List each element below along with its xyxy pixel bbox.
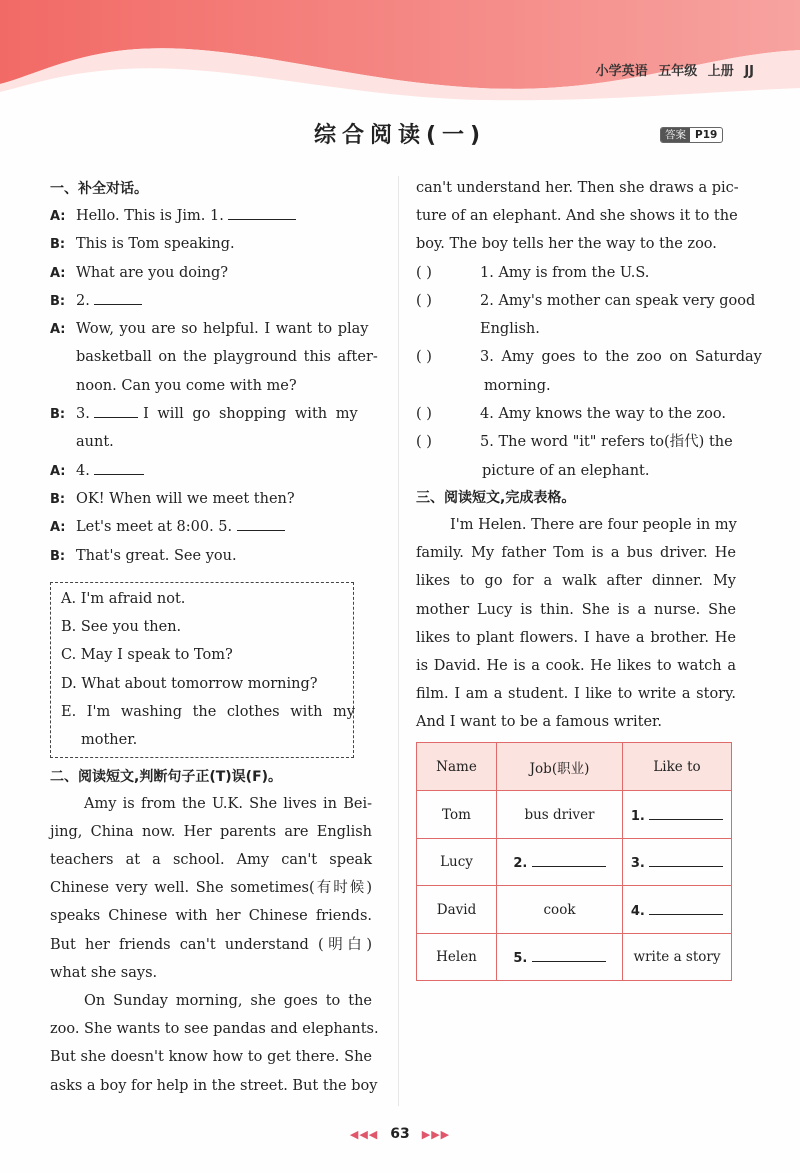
table-cell: write a story <box>623 933 732 981</box>
statement-item: ( ) 5. The word "it" refers to(指代) the <box>416 428 736 456</box>
passage-line: film. I am a student. I like to write a story. <box>416 686 736 703</box>
answer-blank[interactable] <box>237 517 285 531</box>
table-row <box>417 838 732 886</box>
passage-line: boy. The boy tells her the way to the zoo. <box>416 236 717 253</box>
option-item: C. May I speak to Tom? <box>61 647 233 664</box>
answer-paren[interactable]: ( ) <box>416 264 432 281</box>
table-cell-blank[interactable]: 4. <box>623 886 732 934</box>
answer-paren[interactable]: ( ) <box>416 349 432 366</box>
dialogue-line: noon. Can you come with me? <box>76 377 297 394</box>
dialogue-line: A: Let's meet at 8:00. 5. <box>50 513 372 541</box>
passage-line: zoo. She wants to see pandas and elephants. <box>50 1021 379 1038</box>
page-footer <box>0 1126 800 1142</box>
option-item: mother. <box>81 732 138 749</box>
table-cell-blank[interactable]: 1. <box>623 791 732 839</box>
table-cell: Lucy <box>417 838 497 886</box>
table-cell: Tom <box>417 791 497 839</box>
passage-line: Amy is from the U.K. She lives in Bei- <box>84 795 372 812</box>
statement-item: ( ) 4. Amy knows the way to the zoo. <box>416 400 736 428</box>
header-wave-band <box>0 0 800 110</box>
table-cell: David <box>417 886 497 934</box>
dialogue-line: aunt. <box>76 434 114 451</box>
statement-continuation: picture of an elephant. <box>482 462 650 479</box>
statement-continuation: morning. <box>484 377 551 394</box>
answer-tag: 答案 <box>661 127 690 143</box>
passage-line: asks a boy for help in the street. But the boy <box>50 1077 378 1094</box>
table-row <box>417 933 732 981</box>
passage-line: Chinese very well. She sometimes(有时候) <box>50 880 372 897</box>
section1-heading: 一、补全对话。 <box>50 181 148 197</box>
table-cell-blank[interactable]: 3. <box>623 838 732 886</box>
table-row <box>417 886 732 934</box>
passage-line: can't understand her. Then she draws a pic- <box>416 180 739 196</box>
job-table <box>416 742 732 981</box>
dialogue-line: B: 2. <box>50 287 372 315</box>
dialogue-line: A: Wow, you are so helpful. I want to play <box>50 321 369 338</box>
answer-paren[interactable]: ( ) <box>416 406 432 423</box>
dialogue-line: B: This is Tom speaking. <box>50 236 235 253</box>
option-item: D. What about tomorrow morning? <box>61 675 318 692</box>
passage-line: family. My father Tom is a bus driver. He <box>416 545 736 562</box>
statement-item: ( ) 3. Amy goes to the zoo on Saturday <box>416 343 736 371</box>
passage-line: mother Lucy is thin. She is a nurse. She <box>416 601 736 618</box>
passage-line: speaks Chinese with her Chinese friends. <box>50 908 372 925</box>
table-header-row <box>417 743 732 791</box>
section3-passage <box>416 511 736 737</box>
page-title: 综合阅读(一) <box>313 123 487 148</box>
table-cell: bus driver <box>497 791 623 839</box>
passage-line: teachers at a school. Amy can't speak <box>50 852 372 869</box>
dialogue-line: A: 4. <box>50 457 372 485</box>
volume-label: 上册 <box>707 64 734 79</box>
answer-blank[interactable] <box>94 291 142 305</box>
statement-item: ( ) 2. Amy's mother can speak very good <box>416 287 736 315</box>
next-arrows-icon: ▶▶▶ <box>421 1128 451 1141</box>
answer-reference <box>660 127 723 143</box>
passage-line: jing, China now. Her parents are English <box>50 823 372 840</box>
true-false-statements <box>416 259 762 485</box>
passage-line: On Sunday morning, she goes to the <box>84 992 372 1009</box>
option-item: A. I'm afraid not. <box>61 590 186 607</box>
answer-page: P19 <box>695 129 718 141</box>
answer-paren[interactable]: ( ) <box>416 292 432 309</box>
answer-paren[interactable]: ( ) <box>416 434 432 451</box>
statement-continuation: English. <box>480 321 540 338</box>
dialogue <box>50 202 378 570</box>
passage-line: likes to go for a walk after dinner. My <box>416 573 736 590</box>
right-column <box>416 174 762 981</box>
options-box <box>50 582 354 758</box>
dialogue-line: B: That's great. See you. <box>50 547 237 564</box>
section2-heading: 二、阅读短文,判断句子正(T)误(F)。 <box>50 768 283 785</box>
section2-passage <box>50 790 379 1100</box>
subject-label: 小学英语 <box>595 64 648 79</box>
passage-line: what she says. <box>50 964 158 981</box>
table-header-cell: Name <box>417 743 497 791</box>
table-cell: cook <box>497 886 623 934</box>
edition-label: JJ <box>744 64 754 79</box>
statement-item: ( ) 1. Amy is from the U.S. <box>416 259 736 287</box>
dialogue-line: B: OK! When will we meet then? <box>50 490 295 507</box>
section2-passage-continued <box>416 174 739 259</box>
passage-line: ture of an elephant. And she shows it to the <box>416 208 738 225</box>
table-cell-blank[interactable]: 5. <box>497 933 623 981</box>
page-number: 63 <box>390 1126 410 1142</box>
prev-arrows-icon: ◀◀◀ <box>349 1128 379 1141</box>
answer-blank[interactable] <box>228 206 296 220</box>
dialogue-line: B: 3. I will go shopping with my <box>50 406 358 423</box>
passage-line: But her friends can't understand (明白) <box>50 936 372 953</box>
table-header-cell: Job(职业) <box>497 743 623 791</box>
dialogue-line: A: Hello. This is Jim. 1. <box>50 202 372 230</box>
answer-blank[interactable] <box>94 404 138 418</box>
table-cell-blank[interactable]: 2. <box>497 838 623 886</box>
table-row <box>417 791 732 839</box>
answer-blank[interactable] <box>94 461 144 475</box>
grade-label: 五年级 <box>658 64 698 79</box>
table-cell: Helen <box>417 933 497 981</box>
option-item: B. See you then. <box>61 619 182 636</box>
passage-line: I'm Helen. There are four people in my <box>450 516 737 533</box>
passage-line: But she doesn't know how to get there. She <box>50 1049 372 1066</box>
dialogue-line: A: What are you doing? <box>50 264 229 281</box>
passage-line: And I want to be a famous writer. <box>416 714 662 731</box>
left-column <box>50 176 379 1100</box>
column-divider <box>398 176 399 1106</box>
passage-line: is David. He is a cook. He likes to watch a <box>416 657 736 674</box>
dialogue-line: basketball on the playground this after- <box>76 349 378 366</box>
option-item: E. I'm washing the clothes with my <box>61 704 355 721</box>
section3-heading: 三、阅读短文,完成表格。 <box>416 489 576 506</box>
passage-line: likes to plant flowers. I have a brother. He <box>416 629 736 646</box>
table-header-cell: Like to <box>623 743 732 791</box>
header-meta <box>596 60 754 79</box>
